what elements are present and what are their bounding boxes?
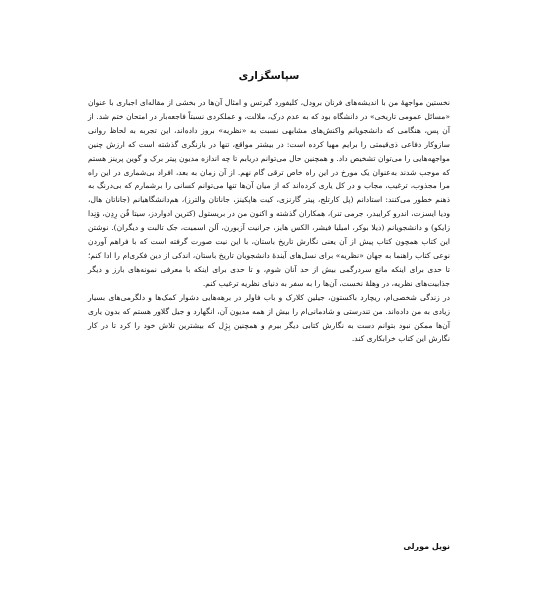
author-signature: نویل مورلی [403, 542, 450, 551]
paragraph-1: نخستین مواجههٔ من با اندیشه‌های فرنان برودل، کلیفورد گیرتس و امثال آن‌ها در بخشی از مقاله‌ای اجباری با عنوان «مسائل عمومی تاریخی» در دانشگاه بود که به عدم درک، ملالت، و عملکردی نسبتاً فاجعه‌بار در امتحان ختم شد. از آن پس، هنگامی که دانشجویانم واکنش‌های مشابهی نسبت به «نظریه» بروز داده‌اند، این تجربه به لحاظ روانی سازوکار دفاعی ذی‌قیمتی را برایم مهیا کرده است: در بیشتر مواقع، تنها در بازنگری گذشته است که ارزش چنین مواجهه‌هایی را می‌توان تشخیص داد. و همچنین حال می‌توانم دریابم تا چه اندازه مدیون پیتر برک و گوین پرینز هستم که موجب شدند به‌عنوان یک مورخ در این راه خاص ترقی گام نهم. از آن زمان به بعد، افراد بی‌شماری در این راه مرا مجذوب، ترغیب، مجاب و در کل یاری کرده‌اند که از میان آن‌ها تنها می‌توانم کسانی را برشمارم که بی‌درنگ به ذهنم خطور می‌کنند: استادانم (پل کارتلج، پیتر گارنزی، کیت هاپکینز، جاناتان والترز)، هم‌دانشگاهیانم (جاناتان هال، ودیا ایسزت، اندرو کرایبدر، جرمی تنر)، همکاران گذشته و اکنون من در بریستول (کترین ادواردز، سیتا فُن رِدِن، وَنِدا زایکو) و دانشجویانم (دیلا بوکر، امیلیا فیشر، الکس هایز، جرانیت آزبورن، آلن اسمیت، جک تالبت و دیگران). نوشتن این کتاب همچون کتاب پیش از آن یعنی نگارش تاریخ باستان، با این نیت صورت گرفته است که با فراهم آوردن نوعی کتاب راهنما به جهان «نظریه» برای نسل‌های آیندهٔ دانشجویان تاریخ باستان، اندکی از دین فکری‌ام را ادا کنم؛ تا حدی برای اینکه مانع سردرگمی بیش از حد آنان شوم، و تا حدی برای اینکه با معرفی نمونه‌های بارز و دیگر جذابیت‌های نظریه، در وهلهٔ نخست، آن‌ها را به سفر به دنیای نظریه ترغیب کنم. [88, 98, 450, 288]
paragraph-2: در زندگی شخصی‌ام، ریچارد باکستون، جیلین کلارک و باب فاولر در برهه‌هایی دشوار کمک‌ها و دلگرمی‌های بسیار زیادی به من داده‌اند. من تندرستی و شادمانی‌ام را بیش از همه مدیون آن، انگهارد و جیل گلاور هستم که بدون یاری آن‌ها ممکن نبود بتوانم دست به نگارش کتابی دیگر بیرم و همچنین بِژِل که بیشترین تلاش خود را کرد تا در کار نگارش این کتاب خرابکاری کند. [88, 292, 450, 344]
page-title: سپاسگزاری [238, 70, 300, 82]
acknowledgments-page [88, 70, 450, 346]
